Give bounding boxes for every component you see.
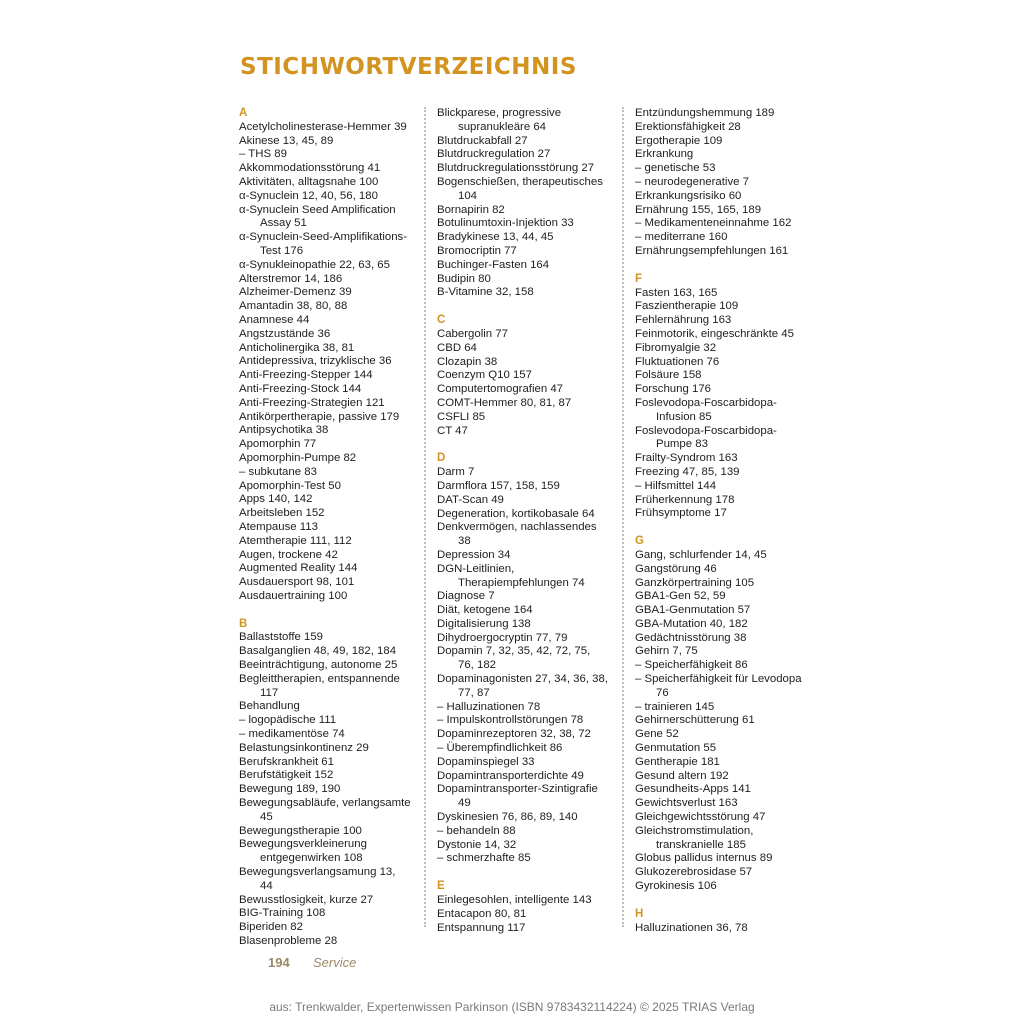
index-group: [635, 273, 807, 521]
index-entry: Fibromyalgie 32: [635, 341, 717, 354]
index-entry: Digitalisierung 138: [437, 617, 531, 630]
index-entry: Folsäure 158: [635, 369, 702, 382]
index-entry: Gehirnerschütterung 61: [635, 714, 755, 727]
index-entry: Computertomografien 47: [437, 383, 563, 396]
index-entry: – Hilfsmittel 144: [635, 479, 717, 492]
index-entry: Frühsymptome 17: [635, 507, 727, 520]
index-entry: Erkrankung: [635, 148, 694, 161]
index-entry: Ergotherapie 109: [635, 134, 723, 147]
index-entry: Beeinträchtigung, autonome 25: [239, 659, 398, 672]
index-entry: Gehirn 7, 75: [635, 645, 698, 658]
index-entry: – trainieren 145: [635, 700, 715, 713]
index-entry: Ganzkörpertraining 105: [635, 576, 755, 589]
index-letter-heading: B: [239, 617, 248, 630]
index-letter-heading: G: [635, 535, 644, 548]
index-entry: BIG-Training 108: [239, 907, 326, 920]
index-entry: Foslevodopa-Foscarbidopa-Pumpe 83: [635, 424, 777, 451]
index-letter-heading: H: [635, 907, 644, 920]
index-entry: Blutdruckabfall 27: [437, 134, 528, 147]
index-entry: Freezing 47, 85, 139: [635, 465, 740, 478]
index-group: [239, 618, 411, 949]
index-group: [437, 107, 609, 300]
index-entry: Augmented Reality 144: [239, 562, 358, 575]
index-entry: Depression 34: [437, 548, 511, 561]
column-divider: [424, 107, 426, 927]
index-entry: Bradykinese 13, 44, 45: [437, 231, 554, 244]
index-entry: – Impulskontrollstörungen 78: [437, 714, 584, 727]
index-entry: GBA1-Gen 52, 59: [635, 590, 726, 603]
index-entry: Cabergolin 77: [437, 327, 508, 340]
index-group: [437, 452, 609, 866]
index-entry: Früherkennung 178: [635, 493, 735, 506]
index-entry: CT 47: [437, 424, 468, 437]
index-entry: Erektionsfähigkeit 28: [635, 120, 741, 133]
index-entry: Anti-Freezing-Stock 144: [239, 382, 362, 395]
index-entry: α-Synukleinopathie 22, 63, 65: [239, 258, 390, 271]
index-entry: Antikörpertherapie, passive 179: [239, 410, 400, 423]
index-entry: α-Synuclein 12, 40, 56, 180: [239, 189, 378, 202]
source-credit: aus: Trenkwalder, Expertenwissen Parkinson (ISBN 9783432114224) © 2025 TRIAS Verlag: [269, 1000, 755, 1014]
index-entry: Bromocriptin 77: [437, 244, 517, 257]
index-entry: GBA-Mutation 40, 182: [635, 617, 748, 630]
index-entry: COMT-Hemmer 80, 81, 87: [437, 396, 572, 409]
index-entry: Apomorphin 77: [239, 438, 317, 451]
index-entry: Acetylcholinesterase-Hemmer 39: [239, 120, 407, 133]
index-entry: – subkutane 83: [239, 465, 317, 478]
index-entry: Aktivitäten, alltagsnahe 100: [239, 175, 379, 188]
index-entry: Dopamintransporterdichte 49: [437, 769, 584, 782]
index-entry: – logopädische 111: [239, 714, 337, 727]
index-entry: Bewegungstherapie 100: [239, 824, 362, 837]
index-entry: Bewusstlosigkeit, kurze 27: [239, 893, 374, 906]
index-entry: Gang, schlurfender 14, 45: [635, 548, 767, 561]
index-entry: Dopamin 7, 32, 35, 42, 72, 75, 76, 182: [437, 645, 591, 672]
index-entry: Anticholinergika 38, 81: [239, 341, 355, 354]
index-entry: Antipsychotika 38: [239, 424, 329, 437]
index-entry: Bogenschießen, therapeutisches 104: [437, 175, 603, 202]
index-entry: Dopamintransporter-Szintigrafie 49: [437, 783, 598, 810]
index-entry: Alterstremor 14, 186: [239, 272, 343, 285]
index-entry: Behandlung: [239, 700, 300, 713]
index-entry: – mediterrane 160: [635, 231, 728, 244]
index-entry: Fasten 163, 165: [635, 286, 718, 299]
index-letter-heading: D: [437, 452, 446, 465]
index-entry: Dihydroergocryptin 77, 79: [437, 631, 568, 644]
index-entry: – Medikamenteneinnahme 162: [635, 217, 792, 230]
index-entry: α-Synuclein-Seed-Amplifikations-Test 176: [239, 231, 408, 257]
index-letter-heading: A: [239, 107, 248, 119]
index-entry: Denkvermögen, nachlassendes 38: [437, 521, 597, 548]
index-entry: Dopaminspiegel 33: [437, 755, 535, 768]
index-entry: Fehlernährung 163: [635, 314, 732, 327]
index-entry: Entacapon 80, 81: [437, 907, 527, 920]
index-entry: Degeneration, kortikobasale 64: [437, 507, 595, 520]
index-entry: – behandeln 88: [437, 824, 516, 837]
index-group: [437, 314, 609, 438]
index-entry: Blickparese, progressive supranukleäre 64: [437, 107, 562, 133]
index-entry: Gesundheits-Apps 141: [635, 783, 751, 796]
index-entry: Foslevodopa-Foscarbidopa-Infusion 85: [635, 396, 777, 423]
index-entry: DGN-Leitlinien, Therapiempfehlungen 74: [437, 562, 585, 589]
index-entry: Gesund altern 192: [635, 769, 729, 782]
index-entry: B-Vitamine 32, 158: [437, 286, 534, 299]
index-entry: Diät, ketogene 164: [437, 604, 533, 617]
index-entry: CSFLI 85: [437, 410, 486, 423]
index-entry: Berufskrankheit 61: [239, 755, 334, 768]
index-entry: Halluzinationen 36, 78: [635, 921, 748, 934]
index-entry: Apomorphin-Pumpe 82: [239, 451, 357, 464]
index-entry: Ballaststoffe 159: [239, 631, 324, 644]
page-title: STICHWORTVERZEICHNIS: [240, 54, 577, 80]
index-entry: Frailty-Syndrom 163: [635, 452, 738, 465]
section-label: Service: [313, 955, 357, 970]
index-entry: GBA1-Genmutation 57: [635, 604, 751, 617]
index-entry: Feinmotorik, eingeschränkte 45: [635, 327, 794, 340]
index-entry: Biperiden 82: [239, 921, 303, 934]
index-entry: Ernährung 155, 165, 189: [635, 203, 762, 216]
index-entry: Akinese 13, 45, 89: [239, 134, 334, 147]
index-entry: Berufstätigkeit 152: [239, 769, 334, 782]
index-entry: Anamnese 44: [239, 313, 310, 326]
index-group: [437, 880, 609, 935]
index-entry: Atemtherapie 111, 112: [239, 534, 352, 547]
index-entry: Gleichgewichtsstörung 47: [635, 811, 766, 824]
index-entry: – Speicherfähigkeit für Levodopa 76: [635, 673, 802, 699]
index-entry: Gangstörung 46: [635, 562, 717, 575]
index-entry: Gleichstromstimulation, transkranielle 185: [635, 824, 754, 851]
index-entry: Bewegungsverkleinerung entgegenwirken 108: [239, 838, 367, 865]
index-entry: – schmerzhafte 85: [437, 852, 531, 865]
index-entry: – Speicherfähigkeit 86: [635, 659, 748, 672]
index-entry: Botulinumtoxin-Injektion 33: [437, 217, 574, 230]
index-entry: Augen, trockene 42: [239, 548, 338, 561]
index-entry: α-Synuclein Seed Amplification Assay 51: [239, 203, 396, 230]
index-column-3: [635, 107, 807, 935]
index-entry: – medikamentöse 74: [239, 728, 345, 741]
index-entry: Fluktuationen 76: [635, 355, 720, 368]
index-entry: Entzündungshemmung 189: [635, 107, 775, 119]
index-group: [635, 535, 807, 894]
index-entry: Atempause 113: [239, 520, 318, 533]
index-entry: Dystonie 14, 32: [437, 838, 517, 851]
index-entry: Darm 7: [437, 466, 475, 479]
index-entry: – neurodegenerative 7: [635, 175, 749, 188]
index-entry: Ernährungsempfehlungen 161: [635, 244, 789, 257]
index-entry: Begleittherapien, entspannende 117: [239, 672, 400, 699]
index-entry: Einlegesohlen, intelligente 143: [437, 894, 592, 907]
index-entry: Coenzym Q10 157: [437, 369, 532, 382]
index-entry: Angstzustände 36: [239, 327, 331, 340]
index-entry: Anti-Freezing-Stepper 144: [239, 369, 373, 382]
index-entry: DAT-Scan 49: [437, 493, 504, 506]
index-entry: Blasenprobleme 28: [239, 935, 338, 948]
index-letter-heading: F: [635, 272, 643, 285]
index-entry: Gewichtsverlust 163: [635, 797, 738, 810]
index-entry: Bornapirin 82: [437, 203, 505, 216]
index-entry: Apps 140, 142: [239, 493, 313, 506]
index-entry: Apomorphin-Test 50: [239, 479, 341, 492]
index-entry: Belastungsinkontinenz 29: [239, 741, 369, 754]
column-divider: [622, 107, 624, 927]
index-entry: Gedächtnisstörung 38: [635, 631, 747, 644]
index-entry: – Überempfindlichkeit 86: [437, 742, 563, 755]
index-column-1: [239, 107, 411, 949]
index-entry: Bewegungsverlangsamung 13, 44: [239, 866, 396, 892]
index-entry: Arbeitsleben 152: [239, 507, 325, 520]
index-entry: Dopaminrezeptoren 32, 38, 72: [437, 728, 591, 741]
index-entry: Gentherapie 181: [635, 755, 720, 768]
index-letter-heading: C: [437, 314, 446, 327]
index-entry: Gene 52: [635, 728, 679, 741]
index-entry: Dopaminagonisten 27, 34, 36, 38, 77, 87: [437, 673, 608, 699]
page-number: 194: [268, 955, 290, 970]
index-group: [635, 908, 807, 936]
index-entry: Entspannung 117: [437, 921, 526, 934]
index-entry: Glukozerebrosidase 57: [635, 866, 753, 879]
index-entry: Gyrokinesis 106: [635, 880, 717, 893]
index-entry: Erkrankungsrisiko 60: [635, 189, 742, 202]
index-entry: Budipin 80: [437, 272, 491, 285]
index-entry: Forschung 176: [635, 383, 711, 396]
index-entry: Bewegung 189, 190: [239, 783, 341, 796]
index-group: [635, 107, 807, 259]
index-entry: Amantadin 38, 80, 88: [239, 300, 348, 313]
index-entry: Clozapin 38: [437, 355, 498, 368]
index-entry: – genetische 53: [635, 162, 716, 175]
index-entry: Ausdauertraining 100: [239, 589, 348, 602]
index-entry: Antidepressiva, trizyklische 36: [239, 355, 392, 368]
index-entry: Basalganglien 48, 49, 182, 184: [239, 645, 397, 658]
index-entry: Diagnose 7: [437, 590, 495, 603]
index-entry: Darmflora 157, 158, 159: [437, 479, 560, 492]
index-entry: Buchinger-Fasten 164: [437, 258, 550, 271]
index-group: [239, 107, 411, 604]
index-entry: Faszientherapie 109: [635, 300, 739, 313]
index-entry: Blutdruckregulation 27: [437, 148, 551, 161]
index-entry: Globus pallidus internus 89: [635, 852, 773, 865]
index-entry: Bewegungsabläufe, verlangsamte 45: [239, 797, 411, 823]
index-entry: Genmutation 55: [635, 742, 717, 755]
index-entry: – Halluzinationen 78: [437, 700, 541, 713]
index-letter-heading: E: [437, 880, 445, 893]
index-entry: Alzheimer-Demenz 39: [239, 286, 352, 299]
index-entry: CBD 64: [437, 341, 477, 354]
index-entry: Dyskinesien 76, 86, 89, 140: [437, 811, 578, 824]
index-column-2: [437, 107, 609, 935]
index-entry: Anti-Freezing-Strategien 121: [239, 396, 385, 409]
index-entry: Ausdauersport 98, 101: [239, 576, 355, 589]
index-entry: – THS 89: [239, 148, 287, 161]
index-entry: Akkommodationsstörung 41: [239, 162, 381, 175]
index-entry: Blutdruckregulationsstörung 27: [437, 162, 595, 175]
